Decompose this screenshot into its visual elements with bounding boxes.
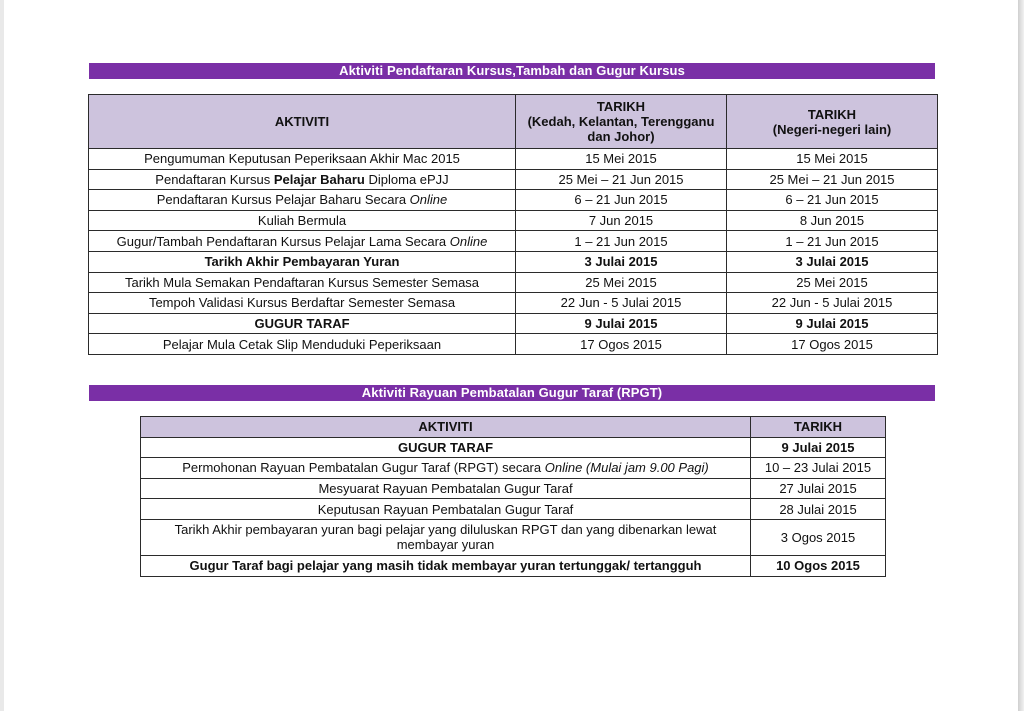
date-a-cell: 25 Mei 2015 <box>516 272 727 293</box>
date-cell: 10 – 23 Julai 2015 <box>751 458 886 479</box>
header-activity: AKTIVITI <box>89 95 516 149</box>
activity-cell: Kuliah Bermula <box>89 210 516 231</box>
date-a-cell: 6 – 21 Jun 2015 <box>516 190 727 211</box>
date-a-cell: 3 Julai 2015 <box>516 251 727 272</box>
date-a-cell: 7 Jun 2015 <box>516 210 727 231</box>
activity-cell: Tarikh Akhir Pembayaran Yuran <box>89 251 516 272</box>
date-cell: 3 Ogos 2015 <box>751 519 886 555</box>
activity-cell <box>89 231 516 252</box>
activity-text-italic: Online <box>409 192 448 208</box>
activity-cell <box>89 190 516 211</box>
header-date-b <box>727 95 938 149</box>
table-row <box>89 272 938 293</box>
table-row <box>141 519 886 555</box>
header-date: TARIKH <box>751 417 886 438</box>
table-header-row <box>141 417 886 438</box>
activity-text-bold: Pelajar Baharu <box>273 171 365 187</box>
header-activity: AKTIVITI <box>141 417 751 438</box>
activity-cell: Mesyuarat Rayuan Pembatalan Gugur Taraf <box>141 478 751 499</box>
activity-cell <box>141 458 751 479</box>
table-row <box>141 555 886 576</box>
activity-text-pre: Pendaftaran Kursus Pelajar Baharu Secara <box>156 192 410 208</box>
date-b-cell: 6 – 21 Jun 2015 <box>727 190 938 211</box>
activity-cell: Gugur Taraf bagi pelajar yang masih tidak membayar yuran tertunggak/ tertangguh <box>141 555 751 576</box>
header-date-a-title: TARIKH <box>596 99 646 114</box>
date-b-cell: 22 Jun - 5 Julai 2015 <box>727 293 938 314</box>
table-row <box>141 437 886 458</box>
activity-cell: Tempoh Validasi Kursus Berdaftar Semester Semasa <box>89 293 516 314</box>
table-header-row <box>89 95 938 149</box>
date-b-cell: 1 – 21 Jun 2015 <box>727 231 938 252</box>
activity-cell: GUGUR TARAF <box>89 313 516 334</box>
date-b-cell: 3 Julai 2015 <box>727 251 938 272</box>
section1-title: Aktiviti Pendaftaran Kursus,Tambah dan Gugur Kursus <box>89 63 935 79</box>
table-row <box>89 293 938 314</box>
date-a-cell: 22 Jun - 5 Julai 2015 <box>516 293 727 314</box>
activity-cell: Tarikh Mula Semakan Pendaftaran Kursus Semester Semasa <box>89 272 516 293</box>
activity-text-italic: Online (Mulai jam 9.00 Pagi) <box>544 460 709 476</box>
date-a-cell: 9 Julai 2015 <box>516 313 727 334</box>
activity-text-post: Diploma ePJJ <box>364 171 449 187</box>
activity-text-pre: Gugur/Tambah Pendaftaran Kursus Pelajar Lama Secara <box>116 233 450 249</box>
date-cell: 10 Ogos 2015 <box>751 555 886 576</box>
date-b-cell: 25 Mei 2015 <box>727 272 938 293</box>
header-date-b-sub: (Negeri-negeri lain) <box>772 121 892 137</box>
activity-text-italic: Online <box>449 233 488 249</box>
date-a-cell: 17 Ogos 2015 <box>516 334 727 355</box>
table-row <box>89 334 938 355</box>
section2-title: Aktiviti Rayuan Pembatalan Gugur Taraf (RPGT) <box>89 385 935 401</box>
registration-schedule-table <box>88 94 938 355</box>
date-b-cell: 15 Mei 2015 <box>727 149 938 170</box>
activity-cell: Tarikh Akhir pembayaran yuran bagi pelajar yang diluluskan RPGT dan yang dibenarkan lewat membayar yuran <box>141 519 751 555</box>
table-row <box>141 458 886 479</box>
table-row <box>89 251 938 272</box>
rpgt-schedule-table <box>140 416 886 577</box>
activity-text-pre: Permohonan Rayuan Pembatalan Gugur Taraf (RPGT) secara <box>182 460 545 476</box>
activity-cell: Pelajar Mula Cetak Slip Menduduki Peperiksaan <box>89 334 516 355</box>
activity-cell: Pengumuman Keputusan Peperiksaan Akhir Mac 2015 <box>89 149 516 170</box>
date-a-cell: 1 – 21 Jun 2015 <box>516 231 727 252</box>
date-a-cell: 25 Mei – 21 Jun 2015 <box>516 169 727 190</box>
page-edge-shadow <box>1018 0 1024 711</box>
table-row <box>141 478 886 499</box>
activity-cell: GUGUR TARAF <box>141 437 751 458</box>
date-cell: 9 Julai 2015 <box>751 437 886 458</box>
table-row <box>141 499 886 520</box>
activity-text-pre: Pendaftaran Kursus <box>155 171 274 187</box>
header-date-b-title: TARIKH <box>807 106 857 122</box>
header-date-a-sub: (Kedah, Kelantan, Terengganu dan Johor) <box>527 114 715 144</box>
date-a-cell: 15 Mei 2015 <box>516 149 727 170</box>
table-row <box>89 210 938 231</box>
date-b-cell: 9 Julai 2015 <box>727 313 938 334</box>
activity-cell: Keputusan Rayuan Pembatalan Gugur Taraf <box>141 499 751 520</box>
activity-cell <box>89 169 516 190</box>
date-cell: 28 Julai 2015 <box>751 499 886 520</box>
table-row <box>89 231 938 252</box>
table-row <box>89 190 938 211</box>
header-date-a <box>516 95 727 149</box>
date-cell: 27 Julai 2015 <box>751 478 886 499</box>
table-row <box>89 149 938 170</box>
table-row <box>89 313 938 334</box>
table-row <box>89 169 938 190</box>
date-b-cell: 8 Jun 2015 <box>727 210 938 231</box>
date-b-cell: 25 Mei – 21 Jun 2015 <box>727 169 938 190</box>
date-b-cell: 17 Ogos 2015 <box>727 334 938 355</box>
